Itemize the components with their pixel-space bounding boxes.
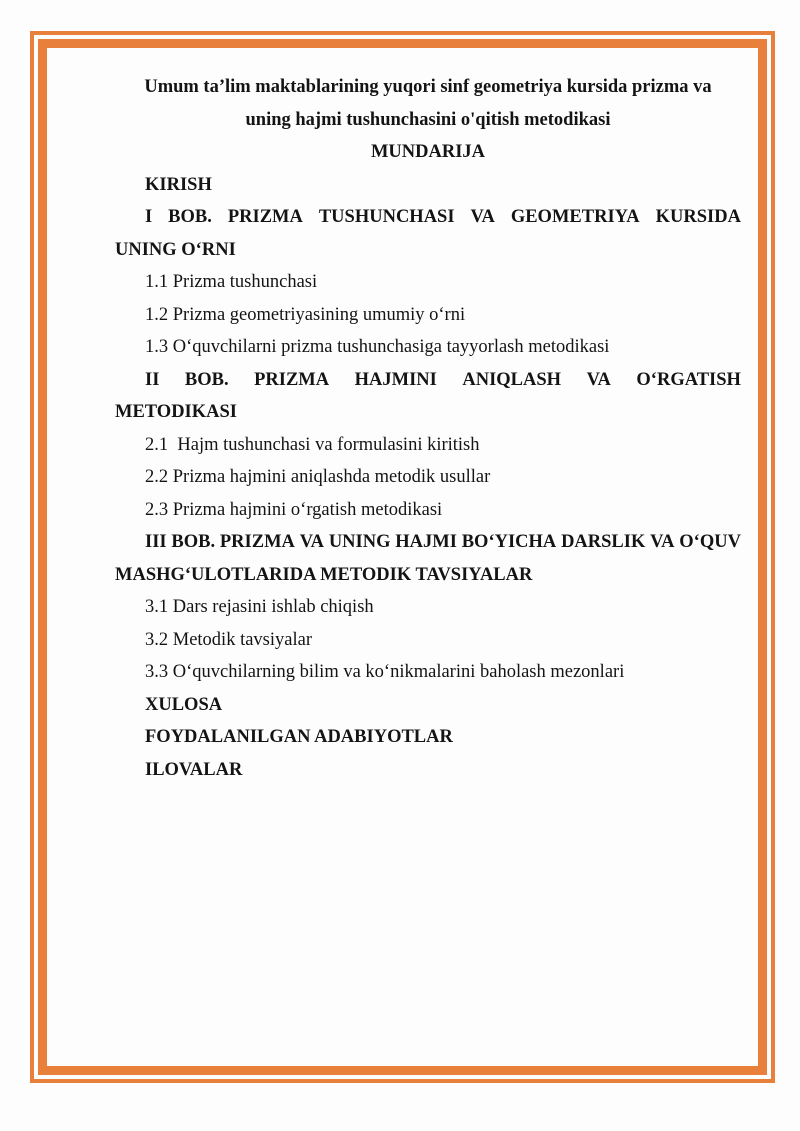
word: PRIZMA	[254, 369, 330, 390]
word: KURSIDA	[655, 207, 741, 227]
toc-chapter-3-line-1	[115, 526, 741, 559]
word: VA	[586, 369, 611, 390]
toc-chapter-1-line-1	[115, 201, 741, 234]
word: UNING	[328, 532, 391, 552]
toc-entry-xulosa: XULOSA	[145, 694, 223, 715]
word: PRIZMA	[227, 207, 303, 227]
title-line-1: Umum ta’lim maktablarining yuqori sinf geometriya kursida prizma va	[144, 77, 712, 97]
toc-entry-1-2: 1.2 Prizma geometriyasining umumiy o‘rni	[145, 304, 466, 325]
toc-entry-adabiyotlar: FOYDALANILGAN ADABIYOTLAR	[145, 727, 453, 747]
toc-entry-1-3: 1.3 O‘quvchilarni prizma tushunchasiga tayyorlash metodikasi	[145, 337, 610, 357]
toc-entry-kirish: KIRISH	[145, 174, 212, 195]
toc-entry-ilovalar: ILOVALAR	[145, 759, 243, 780]
toc-chapter-2-line-2: METODIKASI	[115, 402, 237, 422]
toc-entry-3-2: 3.2 Metodik tavsiyalar	[145, 629, 312, 650]
word: BOB.	[168, 207, 212, 227]
toc-entry-2-3: 2.3 Prizma hajmini o‘rgatish metodikasi	[145, 499, 443, 520]
toc-entry-1-1: 1.1 Prizma tushunchasi	[145, 272, 318, 292]
word: VA	[470, 207, 495, 227]
toc-entry-2-2: 2.2 Prizma hajmini aniqlashda metodik usullar	[145, 467, 491, 487]
toc-chapter-1-line-2: UNING O‘RNI	[115, 239, 236, 260]
word: VA	[299, 532, 325, 552]
word: BOB.	[184, 369, 229, 390]
word: PRIZMA	[219, 532, 295, 552]
toc-chapter-2-line-1	[115, 364, 741, 397]
word: O‘QUV	[679, 532, 741, 552]
title-line-2: uning hajmi tushunchasini o'qitish metodikasi	[245, 109, 611, 130]
toc-entry-2-1: 2.1 Hajm tushunchasi va formulasini kiritish	[145, 434, 480, 455]
toc-heading: MUNDARIJA	[370, 142, 486, 162]
document-content	[115, 71, 741, 786]
word: GEOMETRIYA	[510, 207, 640, 227]
word: O‘RGATISH	[636, 369, 741, 390]
toc-chapter-3-line-2: MASHG‘ULOTLARIDA METODIK TAVSIYALAR	[115, 564, 533, 585]
word: HAJMI	[395, 532, 457, 552]
toc-entry-3-1: 3.1 Dars rejasini ishlab chiqish	[145, 597, 374, 617]
word: II	[145, 369, 160, 390]
word: BOB.	[171, 532, 216, 552]
word: BO‘YICHA	[461, 532, 557, 552]
toc-entry-3-3: 3.3 O‘quvchilarning bilim va ko‘nikmalarini baholash mezonlari	[145, 662, 625, 682]
word: ANIQLASH	[462, 369, 562, 390]
word: TUSHUNCHASI	[318, 207, 455, 227]
word: I	[145, 207, 153, 227]
word: VA	[650, 532, 675, 552]
word: DARSLIK	[561, 532, 646, 552]
word: HAJMINI	[354, 369, 437, 390]
word: III	[145, 532, 167, 552]
